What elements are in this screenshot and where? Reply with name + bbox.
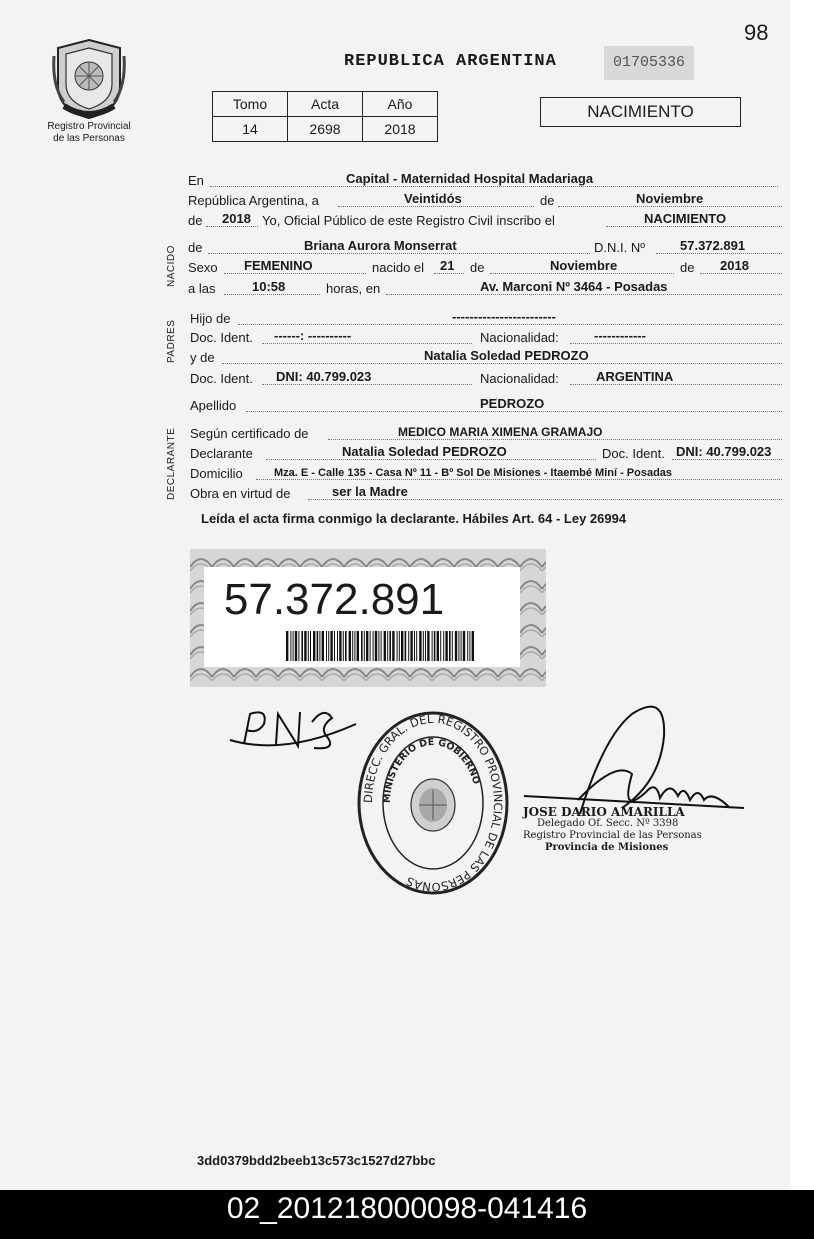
- de-label-3: de: [188, 240, 203, 255]
- declarant-doc-value: DNI: 40.799.023: [676, 444, 772, 459]
- birth-day-value: 21: [440, 258, 455, 273]
- registry-value-ano: 2018: [363, 117, 438, 142]
- mother-nationality-value: ARGENTINA: [596, 369, 674, 384]
- de-label-5: de: [680, 260, 695, 275]
- mother-doc-value: DNI: 40.799.023: [276, 369, 372, 384]
- declarante-label: Declarante: [190, 446, 253, 461]
- child-name-value: Briana Aurora Monserrat: [304, 238, 457, 253]
- stamp-outer-text: DIRECC. GRAL. DEL REGISTRO PROVINCIAL DE LAS PERSONAS: [360, 711, 506, 895]
- official-province: Provincia de Misiones: [545, 842, 669, 853]
- document-hash: 3dd0379bdd2beeb13c573c1527d27bbc: [197, 1153, 436, 1168]
- dni-sticker-label: [204, 567, 520, 667]
- place-value: Capital - Maternidad Hospital Madariaga: [346, 171, 594, 186]
- birth-month-value: Noviembre: [550, 258, 618, 273]
- doc-ident-label-2: Doc. Ident.: [190, 371, 253, 386]
- row-date: [188, 192, 782, 210]
- stamp-inner-text: MINISTERIO DE GOBIERNO: [381, 736, 482, 804]
- record-type-box: NACIMIENTO: [540, 97, 741, 127]
- registry-header-acta: Acta: [288, 92, 363, 117]
- sexo-label: Sexo: [188, 260, 218, 275]
- de-label: de: [540, 193, 555, 208]
- row-reason: [188, 485, 782, 503]
- birth-address-value: Av. Marconi Nº 3464 - Posadas: [480, 279, 668, 294]
- nacido-label: nacido el: [372, 260, 425, 275]
- side-label-nacido: NACIDO: [166, 245, 177, 287]
- year-value: 2018: [222, 211, 251, 226]
- horas-label: horas, en: [326, 281, 381, 296]
- obra-label: Obra en virtud de: [190, 486, 291, 501]
- birth-year-value: 2018: [720, 258, 749, 273]
- month-value: Noviembre: [636, 191, 704, 206]
- row-mother-doc: [188, 370, 782, 388]
- declarant-value: Natalia Soledad PEDROZO: [342, 444, 507, 459]
- day-words-value: Veintidós: [404, 191, 462, 206]
- father-nationality-value: ------------: [594, 328, 646, 343]
- registry-header-tomo: Tomo: [213, 92, 288, 117]
- registry-table: [212, 91, 438, 142]
- closing-statement: Leída el acta firma conmigo la declarante. Hábiles Art. 64 - Ley 26994: [201, 511, 627, 526]
- registry-header-ano: Año: [363, 92, 438, 117]
- signature-block: [523, 806, 702, 854]
- hijo-label: Hijo de: [190, 311, 231, 326]
- logo-caption: [36, 121, 142, 145]
- official-name: JOSE DARIO AMARILLA: [523, 805, 685, 819]
- side-label-padres: PADRES: [166, 319, 177, 363]
- stamp-crest-icon: [411, 779, 455, 831]
- sex-value: FEMENINO: [244, 258, 313, 273]
- time-value: 10:58: [252, 279, 286, 294]
- row-place: [188, 172, 782, 190]
- mother-value: Natalia Soledad PEDROZO: [424, 348, 589, 363]
- act-value: NACIMIENTO: [644, 211, 727, 226]
- registry-value-acta: 2698: [288, 117, 363, 142]
- row-certificate: [188, 425, 782, 443]
- certificado-label: Según certificado de: [190, 426, 309, 441]
- logo-caption-line-2: de las Personas: [53, 133, 125, 144]
- doc-ident-label-3: Doc. Ident.: [602, 446, 665, 461]
- row-time-place: [188, 280, 782, 298]
- dni-sticker: [190, 549, 546, 687]
- yo-label: Yo, Oficial Público de este Registro Civil inscribo el: [262, 213, 555, 228]
- dni-label: D.N.I. Nº: [594, 240, 645, 255]
- father-doc-value: ------: ----------: [274, 328, 352, 343]
- document-title: REPUBLICA ARGENTINA: [344, 52, 557, 71]
- row-domicile: [188, 465, 782, 483]
- logo-caption-line-1: Registro Provincial: [47, 121, 131, 132]
- en-label: En: [188, 173, 204, 188]
- province-seal-logo: [50, 36, 128, 122]
- side-label-declarante: DECLARANTE: [166, 427, 177, 500]
- row-inscription: [188, 212, 782, 230]
- domicilio-label: Domicilio: [190, 466, 243, 481]
- handwritten-initials: [224, 700, 364, 756]
- row-child-name: [188, 239, 782, 257]
- reason-value: ser la Madre: [332, 484, 408, 499]
- row-surname: [188, 397, 782, 415]
- de-label-4: de: [470, 260, 485, 275]
- apellido-label: Apellido: [190, 398, 237, 413]
- official-role: Delegado Of. Secc. Nº 3398: [537, 818, 679, 829]
- certificate-value: MEDICO MARIA XIMENA GRAMAJO: [398, 425, 603, 439]
- alas-label: a las: [188, 281, 216, 296]
- dni-sticker-number: 57.372.891: [223, 575, 445, 624]
- y-de-label: y de: [190, 350, 215, 365]
- republica-label: República Argentina, a: [188, 193, 319, 208]
- official-org: Registro Provincial de las Personas: [523, 830, 702, 841]
- barcode: [286, 631, 476, 661]
- registry-value-tomo: 14: [213, 117, 288, 142]
- de-label-2: de: [188, 213, 203, 228]
- surname-value: PEDROZO: [480, 396, 545, 411]
- nacionalidad-label: Nacionalidad:: [480, 330, 559, 345]
- row-declarant: [188, 445, 782, 463]
- page-number: 98: [744, 20, 769, 45]
- child-dni-value: 57.372.891: [680, 238, 746, 253]
- serial-number: 01705336: [604, 46, 694, 80]
- footer-code: 02_201218000098-041416: [226, 1192, 588, 1225]
- row-father-doc: [188, 329, 782, 347]
- row-birth: [188, 259, 782, 277]
- nacionalidad-label-2: Nacionalidad:: [480, 371, 559, 386]
- domicile-value: Mza. E - Calle 135 - Casa Nº 11 - Bº Sol De Misiones - Itaembé Miní - Posadas: [274, 467, 673, 479]
- doc-ident-label: Doc. Ident.: [190, 330, 253, 345]
- row-mother: [188, 349, 782, 367]
- official-stamp: [356, 710, 510, 896]
- father-value: ------------------------: [452, 309, 556, 324]
- row-father: [188, 310, 782, 328]
